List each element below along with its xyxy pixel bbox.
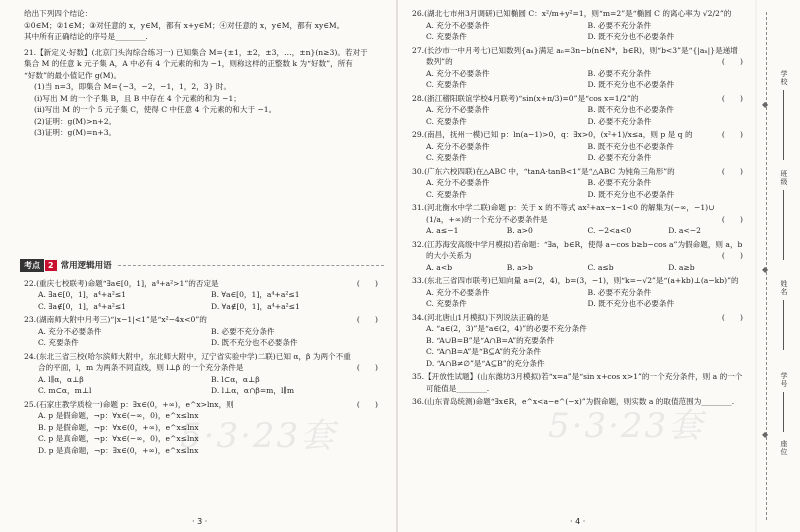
option-b: B. a>0: [506, 226, 533, 235]
intro-line: 给出下列四个结论：: [24, 9, 93, 18]
q34-stem: 34.(河北唐山1月模拟)下列说法正确的是: [412, 312, 549, 322]
q21-line: (i)写出 M 的一个子集 B，且 B 中存在 4 个元素的和为 −1；: [34, 93, 241, 103]
page-number: · 4 ·: [570, 517, 586, 526]
option-b: B. 既不充分也不必要条件: [587, 105, 674, 114]
option-d: D. 必要不充分条件: [587, 153, 652, 162]
q23-stem: 23.(湖南师大附中月考三)“|x−1|<1”是“x²−4x<0”的: [24, 315, 207, 324]
answer-paren: ( ): [721, 251, 743, 260]
option-c: C. 充要条件: [426, 153, 467, 162]
q24-stem: 24.(东北三省三校(哈尔滨师大附中，东北师大附中，辽宁省实验中学)二联)已知 α，β 为两个不重: [24, 351, 351, 361]
question-29: [412, 129, 749, 164]
option-d: D. l⊥α，α∩β=m，l∥m: [211, 386, 295, 395]
section-number: 2: [45, 260, 57, 271]
question-32: [412, 239, 749, 274]
option-a: A. l∥α，α⊥β: [38, 374, 84, 384]
option-b: B. 必要不充分条件: [587, 287, 652, 297]
cut-marker: ◆: [762, 265, 769, 274]
option-c: C. ∃a∉[0，1]，a⁴+a²≤1: [38, 301, 127, 311]
option-c: C. m⊂α，m⊥l: [38, 386, 92, 395]
option-d: D. 既不充分也不必要条件: [587, 32, 675, 41]
option-a: A. 充分不必要条件: [426, 105, 490, 114]
option-d: D. 既不充分也不必要条件: [211, 338, 298, 347]
cut-marker: ◆: [762, 100, 769, 109]
option-c: C. 充要条件: [426, 32, 467, 41]
q35-stem: 35.【开放性试题】(山东潍坊3月模拟)若“x=a”是“sin x+cos x>1”的一个充分条件，则 a 的一个: [412, 372, 743, 381]
binding-label-name: 姓名: [780, 280, 788, 296]
answer-paren: ( ): [721, 57, 743, 66]
option-d: D. a≥b: [668, 262, 695, 272]
q32-stem: 的大小关系为: [426, 251, 472, 260]
fill-line: [783, 392, 784, 432]
q21-line: (1)当 n=3，即集合 M={−3，−2，−1，1，2，3} 时。: [34, 82, 232, 91]
option-b: B. 必要不充分条件: [211, 326, 275, 336]
option-b: B. “A∪B=B”是“A∩B=A”的充要条件: [426, 335, 555, 345]
q27-stem: 27.(长沙市一中月考七)已知数列{aₙ}满足 aₙ=3n−b(n∈N*，b∈R)，则“b<3”是“{|aₙ|}是递增: [412, 45, 738, 55]
option-a: A. p 是假命题，¬p：∀x∈(−∞，0)，e^x≤lnx: [38, 411, 199, 420]
option-a: A. 充分不必要条件: [426, 68, 490, 78]
option-b: B. 既不充分也不必要条件: [587, 141, 674, 151]
option-d: D. a<−2: [668, 226, 701, 235]
option-c: C. 充要条件: [426, 299, 467, 308]
option-a: A. 充分不必要条件: [426, 20, 490, 30]
question-34: [412, 312, 749, 370]
option-d: D. 既不充分也不必要条件: [587, 299, 675, 308]
fill-line: [783, 90, 784, 160]
q33-stem: 33.(东北三省四市联考)已知向量 a=(2，4)，b=(3，−1)，则“k=−√2”是“(a+kb)⊥(a−kb)”的: [412, 276, 739, 285]
option-c: C. 充要条件: [426, 116, 467, 126]
q25-stem: 25.(石家庄教学质检一)命题 p：∃x∈(0，+∞)，e^x>lnx，则: [24, 399, 234, 409]
intro-line: 其中所有正确结论的序号是________.: [24, 32, 148, 41]
right-page: [398, 0, 755, 532]
answer-paren: ( ): [356, 363, 378, 372]
option-b: B. p 是假命题，¬p：∀x∈(0，+∞)，e^x≤lnx: [38, 422, 199, 432]
question-31: [412, 202, 749, 237]
q28-stem: 28.(浙江稽阳联谊学校4月联考)“sin(x+π/3)=0”是“cos x=1/2”的: [412, 93, 639, 103]
option-b: B. l⊂α，α⊥β: [211, 374, 260, 384]
option-d: D. p 是真命题，¬p：∃x∈(0，+∞)，e^x≤lnx: [38, 445, 199, 455]
q22-stem: 22.(重庆七校联考)命题“∃a∈[0，1]，a⁴+a²>1”的否定是: [24, 278, 219, 288]
option-b: B. 必要不充分条件: [587, 20, 652, 30]
question-26: [412, 8, 749, 43]
option-b: B. ∀a∈[0，1]，a⁴+a²≤1: [211, 290, 300, 299]
option-d: D. 必要不充分条件: [587, 116, 652, 126]
binding-label-school: 学校: [780, 70, 788, 86]
question-27: [412, 45, 749, 91]
q36-stem: 36.(山东青岛统测)命题“∃x∈R，e^x<a−e^(−x)”为假命题，则实数 a 的取值范围为________.: [412, 397, 735, 406]
answer-paren: ( ): [356, 278, 378, 288]
option-a: A. a<b: [426, 262, 453, 272]
binding-label-seat: 座位: [780, 440, 788, 456]
option-d: D. “A∩B≠∅”是“A⊆B”的充分条件: [426, 358, 545, 368]
watermark: 5·3·23套: [180, 416, 337, 456]
answer-paren: ( ): [721, 312, 743, 322]
section-header: [20, 259, 384, 272]
q31-stem: 31.(河北衡水中学二联)命题 p：关于 x 的不等式 ax²+ax−x−1<0 的解集为(−∞，−1)∪: [412, 203, 715, 212]
q29-stem: 29.(南昌，抚州一模)已知 p：ln(a−1)>0，q：∃x>0，(x²+1)/x≤a，则 p 是 q 的: [412, 130, 693, 139]
answer-paren: ( ): [721, 166, 743, 176]
q31-stem: (1/a，+∞)的一个充分不必要条件是: [426, 214, 548, 224]
q21-line: (2)证明：g(M)>n+2。: [34, 116, 117, 126]
question-25: [24, 399, 384, 457]
q21-line: (3)证明：g(M)=n+3。: [34, 128, 117, 137]
option-a: A. 充分不必要条件: [426, 178, 490, 187]
q26-stem: 26.(湖北七市州3月调研)已知椭圆 C：x²/m+y²=1，则“m=2”是“椭圆 C 的离心率为 √2/2”的: [412, 9, 732, 18]
question-23: [24, 314, 384, 349]
q21-line: 21.【新定义·好数】(北京门头沟综合练习一) 已知集合 M={±1，±2，±3，…，±n}(n≥3)。若对于: [24, 47, 368, 57]
section-title: 常用逻辑用语: [60, 261, 112, 271]
answer-paren: ( ): [356, 315, 378, 324]
answer-space: [24, 139, 384, 249]
question-36: [412, 396, 749, 408]
left-page: [0, 0, 396, 532]
option-c: C. 充要条件: [38, 338, 79, 347]
option-a: A. 充分不必要条件: [426, 287, 490, 297]
answer-paren: ( ): [721, 214, 743, 224]
q30-stem: 30.(广东六校四联)在△ABC 中，“tanA·tanB<1”是“△ABC 为钝角三角形”的: [412, 166, 675, 176]
binding-margin: [757, 0, 800, 532]
question-33: [412, 275, 749, 310]
q27-stem: 数列”的: [426, 57, 453, 66]
answer-paren: ( ): [356, 399, 378, 409]
option-b: B. a>b: [506, 262, 533, 272]
question-22: [24, 278, 384, 313]
q32-stem: 32.(江苏海安高级中学月模拟)若命题：“∃a，b∈R，使得 a−cos b≥b−cos a”为假命题，则 a，b: [412, 239, 743, 249]
option-b: B. 必要不充分条件: [587, 178, 652, 187]
q24-stem: 合的平面，l，m 为两条不同直线，则 l⊥β 的一个充分条件是: [38, 363, 244, 372]
option-a: A. “a∈(2，3)”是“a∈(2，4)”的必要不充分条件: [426, 324, 587, 333]
question-28: [412, 93, 749, 128]
option-d: D. ∀a∉[0，1]，a⁴+a²≤1: [211, 301, 300, 311]
watermark: 5·3·23套: [548, 406, 705, 446]
q21-line: (ii)写出 M 的一个 5 元子集 C，使得 C 中任意 4 个元素的和大于 −1。: [34, 105, 277, 114]
page-number: · 3 ·: [192, 517, 208, 526]
intro-line: ①0∈M；②1∈M；③对任意的 x，y∈M，都有 x+y∈M；④对任意的 x，y∈M，都有 xy∈M。: [24, 20, 345, 30]
option-c: C. −2<a<0: [587, 226, 632, 235]
option-a: A. 充分不必要条件: [426, 141, 490, 151]
option-a: A. a≤−1: [426, 226, 459, 235]
question-21: [24, 47, 384, 139]
binding-label-id: 学号: [780, 372, 788, 388]
cut-marker: ◆: [762, 430, 769, 439]
option-a: A. ∃a∈[0，1]，a⁴+a²≤1: [38, 290, 127, 299]
question-30: [412, 166, 749, 201]
option-c: C. p 是真命题，¬p：∀x∈(−∞，0)，e^x≤lnx: [38, 434, 199, 443]
option-c: C. a≤b: [587, 262, 614, 272]
section-divider: [118, 265, 384, 266]
question-35: [412, 371, 749, 394]
q35-stem: 可能值是________.: [426, 383, 490, 393]
option-d: D. 既不充分也不必要条件: [587, 189, 675, 199]
fill-line: [783, 300, 784, 350]
option-c: C. “A∩B=A”是“B⊆A”的充分条件: [426, 347, 541, 356]
option-a: A. 充分不必要条件: [38, 326, 102, 336]
question-24: [24, 351, 384, 397]
fill-line: [783, 190, 784, 260]
option-b: B. 必要不充分条件: [587, 68, 652, 78]
answer-paren: ( ): [721, 93, 743, 103]
option-d: D. 既不充分也不必要条件: [587, 80, 675, 89]
option-c: C. 充要条件: [426, 189, 467, 199]
q21-line: “好数”的最小值记作 g(M)。: [24, 70, 122, 80]
q21-line: 集合 M 的任意 k 元子集 A，A 中必有 4 个元素的和为 −1，则称这样的正整数 k 为“好数”，所有: [24, 59, 353, 68]
section-label: 考点: [20, 259, 44, 272]
answer-paren: ( ): [721, 130, 743, 139]
option-c: C. 充要条件: [426, 80, 467, 89]
binding-label-class: 班级: [780, 170, 788, 186]
